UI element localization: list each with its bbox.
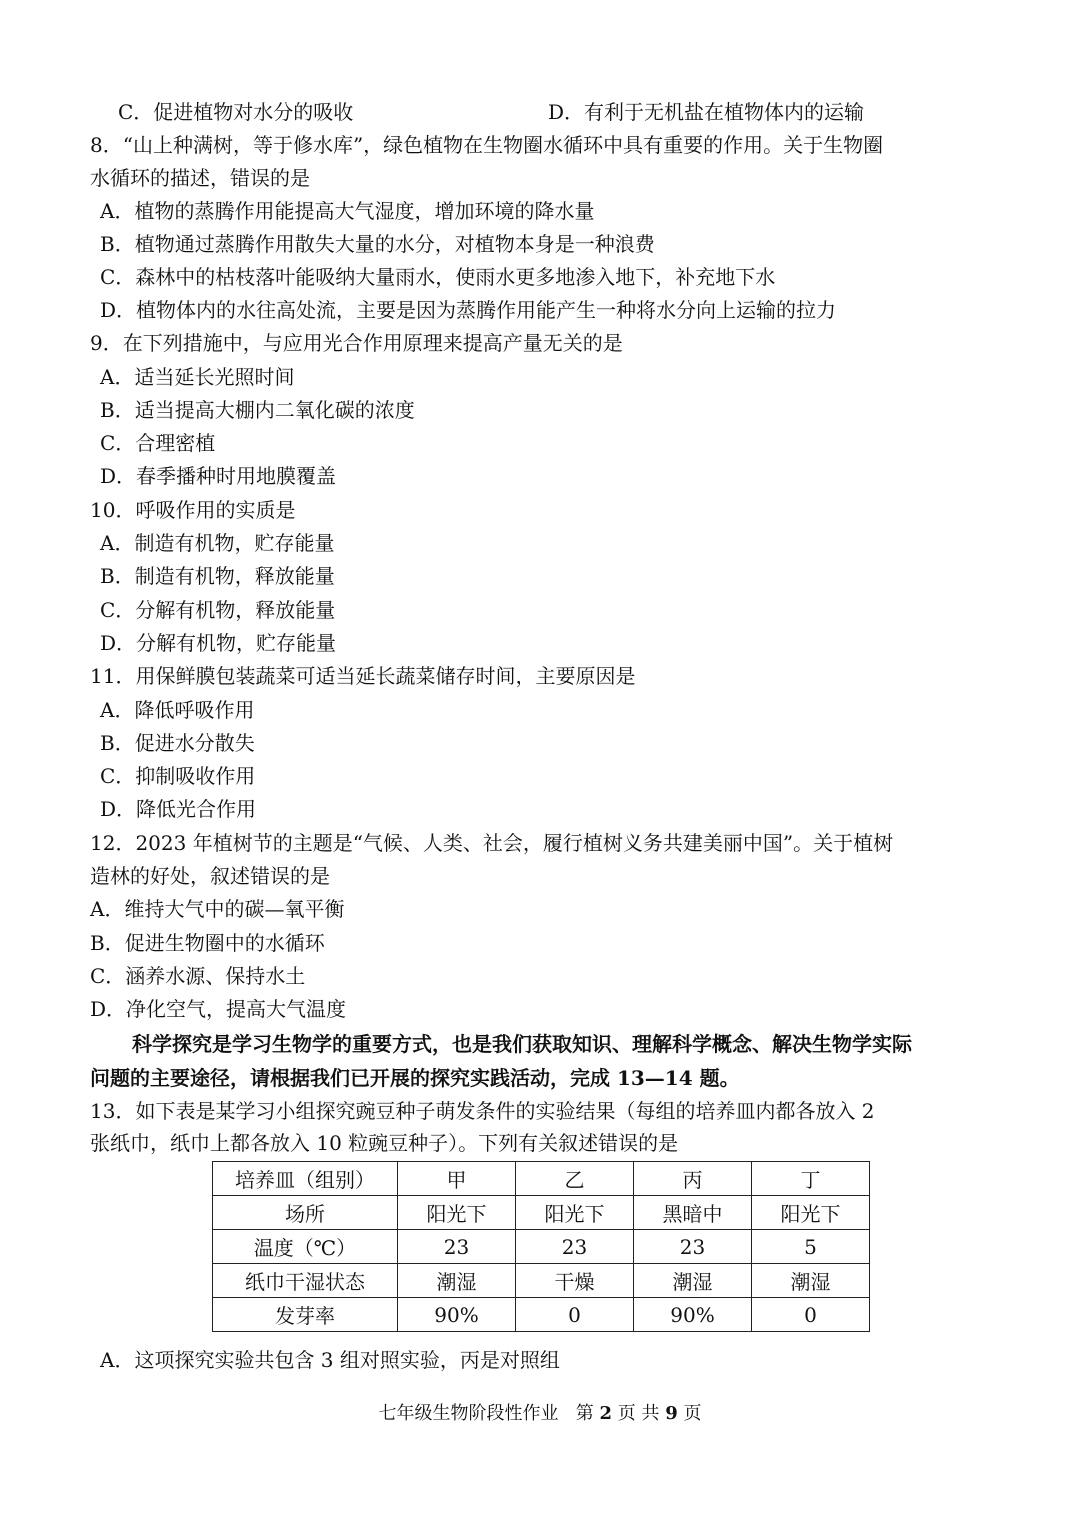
table-header-cell: 丙 [634, 1162, 752, 1196]
q11-option-d: D．降低光合作用 [100, 797, 257, 821]
table-cell: 90% [634, 1298, 752, 1332]
intro-line-1: 科学探究是学习生物学的重要方式，也是我们获取知识、理解科学概念、解决生物学实际 [132, 1032, 912, 1056]
footer-total-label: 共 [641, 1403, 660, 1424]
table-cell: 23 [398, 1230, 516, 1264]
table-row [213, 1298, 870, 1332]
table-cell: 阳光下 [398, 1196, 516, 1230]
table-cell: 潮湿 [398, 1264, 516, 1298]
q13-stem-line-2: 张纸巾，纸巾上都各放入 10 粒豌豆种子）。下列有关叙述错误的是 [90, 1131, 679, 1155]
table-cell: 温度（℃） [213, 1230, 398, 1264]
q9-stem: 9．在下列措施中，与应用光合作用原理来提高产量无关的是 [90, 331, 623, 355]
q13-option-a: A．这项探究实验共包含 3 组对照实验，丙是对照组 [100, 1348, 560, 1372]
q10-option-a: A．制造有机物，贮存能量 [100, 531, 335, 555]
table-row [213, 1196, 870, 1230]
table-row [213, 1264, 870, 1298]
q11-option-a: A．降低呼吸作用 [100, 698, 255, 722]
table-cell: 5 [752, 1230, 870, 1264]
q12-stem-line-1: 12．2023 年植树节的主题是“气候、人类、社会，履行植树义务共建美丽中国”。关于植树 [90, 831, 894, 855]
table-cell: 发芽率 [213, 1298, 398, 1332]
page-footer [0, 1402, 1080, 1426]
footer-page-number: 2 [599, 1403, 612, 1424]
q11-option-b: B．促进水分散失 [100, 731, 255, 755]
q8-stem-line-1: 8．“山上种满树，等于修水库”，绿色植物在生物圈水循环中具有重要的作用。关于生物圈 [90, 133, 884, 157]
table-cell: 90% [398, 1298, 516, 1332]
table-cell: 23 [634, 1230, 752, 1264]
q12-option-a: A．维持大气中的碳—氧平衡 [90, 897, 345, 921]
table-cell: 潮湿 [752, 1264, 870, 1298]
footer-page-unit: 页 [617, 1403, 636, 1424]
q8-option-c: C．森林中的枯枝落叶能吸纳大量雨水，使雨水更多地渗入地下，补充地下水 [100, 265, 776, 289]
q13-stem-line-1: 13．如下表是某学习小组探究豌豆种子萌发条件的实验结果（每组的培养皿内都各放入 2 [90, 1099, 875, 1123]
q9-option-d: D．春季播种时用地膜覆盖 [100, 464, 337, 488]
q11-option-c: C．抑制吸收作用 [100, 764, 256, 788]
table-header-cell: 丁 [752, 1162, 870, 1196]
table-header-row [213, 1162, 870, 1196]
table-header-cell: 甲 [398, 1162, 516, 1196]
q10-option-b: B．制造有机物，释放能量 [100, 564, 335, 588]
table-row [213, 1230, 870, 1264]
experiment-table [212, 1161, 870, 1332]
q11-stem: 11．用保鲜膜包装蔬菜可适当延长蔬菜储存时间，主要原因是 [90, 664, 636, 688]
q8-stem-line-2: 水循环的描述，错误的是 [90, 166, 310, 190]
q10-stem: 10．呼吸作用的实质是 [90, 498, 296, 522]
q9-option-c: C．合理密植 [100, 431, 216, 455]
table-cell: 23 [516, 1230, 634, 1264]
q12-stem-line-2: 造林的好处，叙述错误的是 [90, 864, 330, 888]
q12-option-b: B．促进生物圈中的水循环 [90, 931, 325, 955]
q10-option-c: C．分解有机物，释放能量 [100, 598, 336, 622]
table-cell: 潮湿 [634, 1264, 752, 1298]
footer-total-unit: 页 [683, 1403, 702, 1424]
q9-option-a: A．适当延长光照时间 [100, 365, 295, 389]
footer-total-number: 9 [665, 1403, 678, 1424]
table-cell: 阳光下 [516, 1196, 634, 1230]
q9-option-b: B．适当提高大棚内二氧化碳的浓度 [100, 398, 415, 422]
q12-option-d: D．净化空气，提高大气温度 [90, 997, 347, 1021]
q10-option-d: D．分解有机物，贮存能量 [100, 631, 337, 655]
table-header-cell: 培养皿（组别） [213, 1162, 398, 1196]
q8-option-a: A．植物的蒸腾作用能提高大气湿度，增加环境的降水量 [100, 199, 595, 223]
q12-option-c: C．涵养水源、保持水土 [90, 964, 306, 988]
table-cell: 阳光下 [752, 1196, 870, 1230]
footer-title: 七年级生物阶段性作业 [378, 1403, 559, 1424]
table-header-cell: 乙 [516, 1162, 634, 1196]
footer-page-label: 第 [575, 1403, 594, 1424]
table-cell: 0 [516, 1298, 634, 1332]
q7-option-d: D．有利于无机盐在植物体内的运输 [548, 100, 865, 124]
intro-line-2: 问题的主要途径，请根据我们已开展的探究实践活动，完成 13—14 题。 [90, 1066, 740, 1090]
q8-option-b: B．植物通过蒸腾作用散失大量的水分，对植物本身是一种浪费 [100, 232, 655, 256]
table-cell: 0 [752, 1298, 870, 1332]
table-cell: 纸巾干湿状态 [213, 1264, 398, 1298]
table-cell: 干燥 [516, 1264, 634, 1298]
table-cell: 场所 [213, 1196, 398, 1230]
q8-option-d: D．植物体内的水往高处流，主要是因为蒸腾作用能产生一种将水分向上运输的拉力 [100, 298, 837, 322]
q7-option-c: C．促进植物对水分的吸收 [118, 100, 354, 124]
table-cell: 黑暗中 [634, 1196, 752, 1230]
